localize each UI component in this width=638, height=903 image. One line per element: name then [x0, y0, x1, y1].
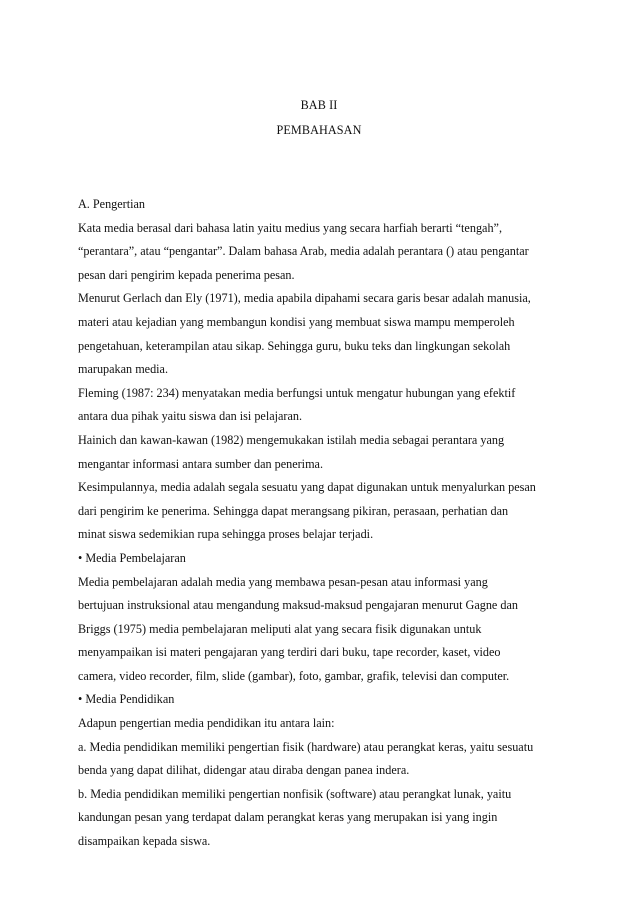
- text-line: menyampaikan isi materi pengajaran yang terdiri dari buku, tape recorder, kaset, video: [78, 645, 501, 660]
- text-line: kandungan pesan yang terdapat dalam perangkat keras yang merupakan isi yang ingin: [78, 810, 498, 825]
- list-item-b: b. Media pendidikan memiliki pengertian nonfisik (software) atau perangkat lunak, yaitu: [78, 786, 512, 801]
- text-line: Hainich dan kawan-kawan (1982) mengemukakan istilah media sebagai perantara yang: [78, 432, 505, 447]
- text-line: camera, video recorder, film, slide (gambar), foto, gambar, grafik, televisi dan computer.: [78, 668, 510, 683]
- text-line: disampaikan kepada siswa.: [78, 834, 211, 849]
- text-line: benda yang dapat dilihat, didengar atau diraba dengan panea indera.: [78, 763, 410, 778]
- text-line: Menurut Gerlach dan Ely (1971), media apabila dipahami secara garis besar adalah manusia,: [78, 291, 531, 306]
- text-line: Kesimpulannya, media adalah segala sesuatu yang dapat digunakan untuk menyalurkan pesan: [78, 480, 536, 495]
- text-line: antara dua pihak yaitu siswa dan isi pelajaran.: [78, 409, 303, 424]
- chapter-title: PEMBAHASAN: [276, 123, 362, 137]
- text-line: marupakan media.: [78, 362, 169, 377]
- text-line: Briggs (1975) media pembelajaran meliputi alat yang secara fisik digunakan untuk: [78, 621, 482, 636]
- text-line: Media pembelajaran adalah media yang membawa pesan-pesan atau informasi yang: [78, 574, 488, 589]
- text-line: pesan dari pengirim kepada penerima pesan.: [78, 267, 295, 282]
- text-line: Adapun pengertian media pendidikan itu antara lain:: [78, 716, 335, 731]
- list-item-a: a. Media pendidikan memiliki pengertian fisik (hardware) atau perangkat keras, yaitu sesuatu: [78, 739, 534, 754]
- text-line: Kata media berasal dari bahasa latin yaitu medius yang secara harfiah berarti “tengah”,: [78, 220, 502, 235]
- text-line: Fleming (1987: 234) menyatakan media berfungsi untuk mengatur hubungan yang efektif: [78, 385, 516, 400]
- text-line: “perantara”, atau “pengantar”. Dalam bahasa Arab, media adalah perantara () atau pengantar: [78, 244, 529, 259]
- text-line: minat siswa sedemikian rupa sehingga proses belajar terjadi.: [78, 527, 374, 542]
- text-line: materi atau kejadian yang membangun kondisi yang membuat siswa mampu memperoleh: [78, 314, 515, 329]
- text-line: dari pengirim ke penerima. Sehingga dapat merangsang pikiran, perasaan, perhatian dan: [78, 503, 509, 518]
- body-text: [78, 193, 566, 854]
- chapter-number: BAB II: [300, 98, 338, 112]
- bullet-heading-media-pembelajaran: • Media Pembelajaran: [78, 550, 186, 565]
- section-heading-pengertian: A. Pengertian: [78, 197, 146, 211]
- bullet-heading-media-pendidikan: • Media Pendidikan: [78, 692, 175, 707]
- text-line: bertujuan instruksional atau mengandung maksud-maksud pengajaran menurut Gagne dan: [78, 598, 518, 613]
- text-line: mengantar informasi antara sumber dan penerima.: [78, 456, 324, 471]
- text-line: pengetahuan, keterampilan atau sikap. Sehingga guru, buku teks dan lingkungan sekolah: [78, 338, 511, 353]
